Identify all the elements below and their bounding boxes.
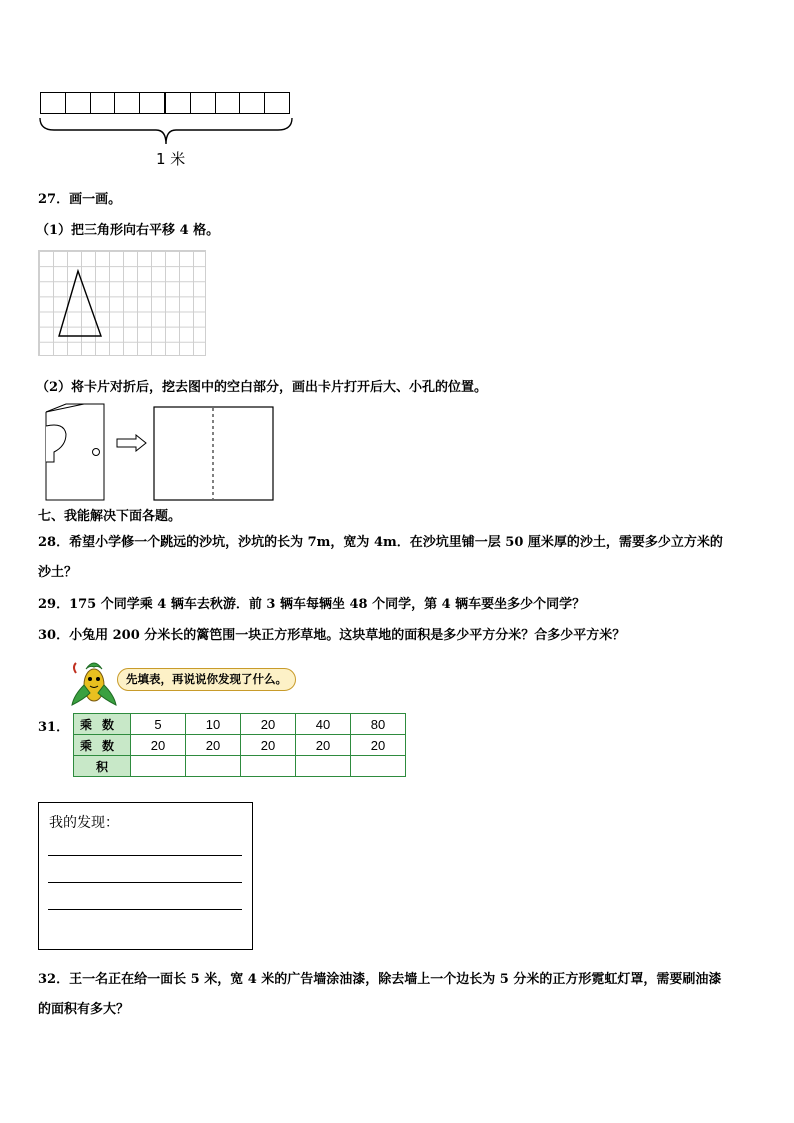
q27-part2: （2）将卡片对折后，挖去图中的空白部分，画出卡片打开后大、小孔的位置。: [36, 380, 488, 395]
row-header: 乘数: [74, 735, 131, 756]
q28-line2: 沙土？: [38, 565, 78, 580]
table-row: [74, 756, 406, 777]
ruler-cell: [166, 93, 191, 113]
q27-title: 27．画一画。: [38, 192, 122, 207]
table-row: [74, 714, 406, 735]
ruler-cell: [41, 93, 66, 113]
answer-cell[interactable]: [186, 756, 241, 777]
table-cell: 20: [241, 735, 296, 756]
ruler-cell: [140, 93, 166, 113]
ruler-cell: [66, 93, 91, 113]
multiplication-table: [73, 713, 406, 777]
ruler-cell: [240, 93, 265, 113]
table-cell: 20: [131, 735, 186, 756]
ruler-cell: [191, 93, 216, 113]
right-arrow-icon: [116, 434, 148, 452]
answer-line[interactable]: [48, 855, 242, 856]
table-cell: 5: [131, 714, 186, 735]
answer-cell[interactable]: [296, 756, 351, 777]
ruler-label: 1 米: [156, 150, 186, 168]
discovery-title: 我的发现：: [49, 815, 119, 831]
open-card-frame: [153, 406, 275, 502]
q32-line2: 的面积有多大？: [38, 1002, 130, 1017]
q31-number: 31．: [38, 720, 70, 735]
triangle-shape: [38, 250, 208, 358]
table-cell: 20: [296, 735, 351, 756]
ruler-cell: [265, 93, 289, 113]
ruler-cell: [216, 93, 241, 113]
table-cell: 20: [351, 735, 406, 756]
table-cell: 10: [186, 714, 241, 735]
brace-icon: [38, 116, 294, 148]
speech-bubble: 先填表，再说说你发现了什么。: [117, 668, 296, 691]
folded-card-icon: [42, 400, 108, 502]
discovery-box: [38, 802, 253, 950]
ruler-strip: [40, 92, 290, 114]
q27-part1: （1）把三角形向右平移 4 格。: [36, 223, 220, 238]
table-cell: 20: [186, 735, 241, 756]
answer-cell[interactable]: [131, 756, 186, 777]
answer-cell[interactable]: [351, 756, 406, 777]
answer-cell[interactable]: [241, 756, 296, 777]
row-header: 积: [74, 756, 131, 777]
table-row: [74, 735, 406, 756]
answer-line[interactable]: [48, 909, 242, 910]
row-header: 乘数: [74, 714, 131, 735]
answer-line[interactable]: [48, 882, 242, 883]
q28-line1: 28．希望小学修一个跳远的沙坑，沙坑的长为 7m，宽为 4m．在沙坑里铺一层 50 厘米厚的沙土，需要多少立方米的: [38, 535, 723, 550]
table-cell: 40: [296, 714, 351, 735]
corn-mascot-icon: [68, 655, 120, 707]
q32-line1: 32．王一名正在给一面长 5 米，宽 4 米的广告墙涂油漆，除去墙上一个边长为 5 分米的正方形霓虹灯罩，需要刷油漆: [38, 972, 722, 987]
ruler-cell: [91, 93, 116, 113]
table-cell: 80: [351, 714, 406, 735]
table-cell: 20: [241, 714, 296, 735]
q30-text: 30．小兔用 200 分米长的篱笆围一块正方形草地。这块草地的面积是多少平方分米？合多少平方米？: [38, 628, 626, 643]
q29-text: 29．175 个同学乘 4 辆车去秋游．前 3 辆车每辆坐 48 个同学，第 4 辆车要坐多少个同学？: [38, 597, 586, 612]
ruler-cell: [115, 93, 140, 113]
section-heading: 七、我能解决下面各题。: [38, 509, 182, 524]
